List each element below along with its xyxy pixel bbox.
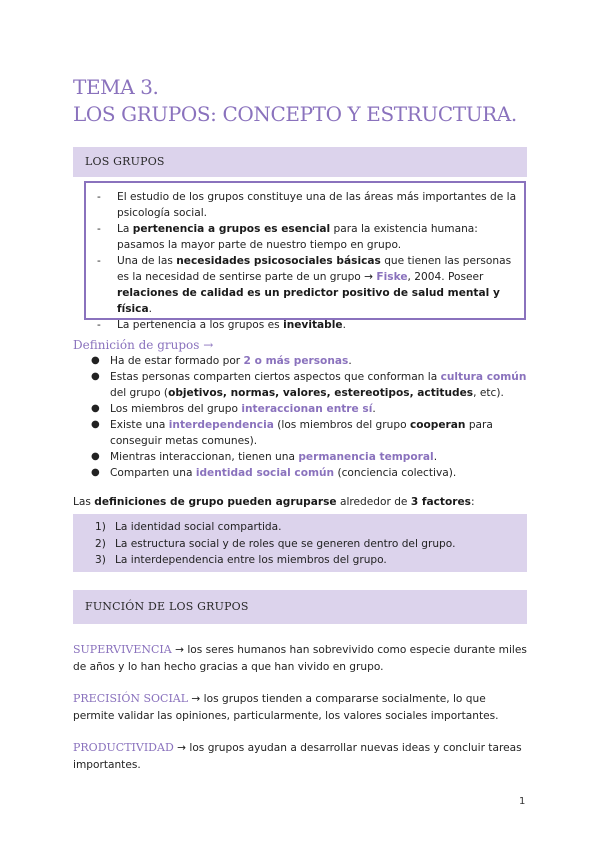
bold-text: objetivos, normas, valores, estereotipos, actitudes bbox=[168, 387, 474, 399]
list-number: 3) bbox=[95, 554, 106, 566]
bold-text: pertenencia a grupos es esencial bbox=[132, 223, 331, 235]
text-run: . bbox=[342, 319, 346, 331]
title-line-2: LOS GRUPOS: CONCEPTO Y ESTRUCTURA. bbox=[73, 102, 517, 126]
list-text: La identidad social compartida. bbox=[115, 521, 282, 533]
list-item bbox=[95, 552, 515, 569]
list-text: La estructura social y de roles que se generen dentro del grupo. bbox=[115, 537, 456, 550]
text-run: que tienen las personas es la necesidad de sentirse parte de un grupo → bbox=[117, 255, 512, 283]
bold-text: inevitable bbox=[283, 319, 343, 331]
text-run: La pertenencia a los grupos es bbox=[117, 319, 284, 331]
dash-marker: - bbox=[97, 319, 101, 331]
section-header-funcion bbox=[73, 590, 527, 624]
list-item bbox=[97, 317, 522, 333]
factors-band bbox=[73, 514, 527, 572]
bullet-icon: ● bbox=[91, 419, 100, 430]
list-number: 1) bbox=[95, 521, 106, 533]
text-run: . bbox=[433, 451, 438, 463]
paragraph-precision-social bbox=[73, 690, 528, 725]
text-run: (los miembros del grupo bbox=[273, 419, 410, 431]
text-run: Una de las bbox=[117, 255, 177, 267]
paragraph-text: → los grupos tienden a compararse socialmente, lo que permite validar las opiniones, particularmente, los valores sociales importantes. bbox=[73, 693, 499, 722]
list-item bbox=[90, 449, 530, 465]
page-number: 1 bbox=[519, 796, 526, 807]
bullet-icon: ● bbox=[91, 371, 100, 382]
text-run: , etc). bbox=[473, 387, 504, 399]
definition-heading: Definición de grupos → bbox=[73, 338, 214, 352]
list-item bbox=[97, 253, 522, 317]
bullet-icon: ● bbox=[91, 403, 100, 414]
paragraph-lead: SUPERVIVENCIA bbox=[73, 643, 172, 656]
section-header-label: LOS GRUPOS bbox=[85, 155, 165, 168]
text-run: El estudio de los grupos constituye una de las áreas más importantes de la psicología social. bbox=[117, 191, 517, 219]
bold-text: definiciones de grupo pueden agruparse bbox=[94, 496, 337, 508]
text-run: (conciencia colectiva). bbox=[334, 467, 457, 479]
highlight-text: identidad social común bbox=[195, 467, 335, 479]
text-run: , 2004. Poseer bbox=[407, 271, 484, 283]
section-header-los-grupos bbox=[73, 147, 527, 177]
document-title bbox=[73, 74, 553, 128]
list-item bbox=[95, 536, 515, 553]
list-number: 2) bbox=[95, 537, 106, 550]
dash-marker: - bbox=[97, 223, 101, 235]
highlight-text: 2 o más personas bbox=[243, 355, 349, 367]
list-item bbox=[95, 519, 515, 536]
dash-marker: - bbox=[97, 255, 101, 267]
text-run: La bbox=[117, 223, 133, 235]
paragraph-lead: PRODUCTIVIDAD bbox=[73, 741, 174, 754]
list-item bbox=[90, 417, 530, 449]
text-run: Estas personas comparten ciertos aspectos que conforman la bbox=[110, 371, 441, 383]
paragraph-productividad bbox=[73, 739, 528, 774]
factors-list bbox=[95, 519, 515, 569]
factors-intro bbox=[73, 496, 475, 508]
highlight-text: cultura común bbox=[440, 371, 527, 383]
section-header-label: FUNCIÓN DE LOS GRUPOS bbox=[85, 600, 249, 613]
text-run: . bbox=[348, 355, 352, 367]
list-item bbox=[90, 401, 530, 417]
bullet-icon: ● bbox=[91, 451, 100, 462]
text-run: alrededor de bbox=[336, 496, 411, 508]
list-item bbox=[97, 189, 522, 221]
text-run: del grupo ( bbox=[110, 387, 169, 399]
highlight-text: interdependencia bbox=[168, 419, 274, 431]
text-run: Ha de estar formado por bbox=[110, 355, 244, 367]
list-item bbox=[90, 369, 530, 401]
highlight-text: Fiske bbox=[376, 271, 408, 283]
text-run: Las bbox=[73, 496, 95, 508]
text-run: Los miembros del grupo bbox=[110, 403, 242, 415]
bold-text: necesidades psicosociales básicas bbox=[176, 255, 381, 267]
list-item bbox=[90, 353, 530, 369]
definition-list bbox=[90, 353, 530, 481]
intro-list bbox=[97, 189, 522, 333]
bullet-icon: ● bbox=[91, 467, 100, 478]
intro-box bbox=[84, 181, 526, 331]
bold-text: 3 factores bbox=[410, 496, 471, 508]
list-item bbox=[97, 221, 522, 253]
paragraph-text: → los seres humanos han sobrevivido como especie durante miles de años y lo han hecho gracias a que han vivido en grupo. bbox=[73, 644, 527, 673]
list-item bbox=[90, 465, 530, 481]
highlight-text: permanencia temporal bbox=[298, 451, 434, 463]
bullet-icon: ● bbox=[91, 355, 100, 366]
highlight-text: interaccionan entre sí bbox=[241, 403, 373, 415]
paragraph-lead: PRECISIÓN SOCIAL bbox=[73, 692, 189, 705]
text-run: . bbox=[148, 303, 152, 315]
text-run: para conseguir metas comunes). bbox=[110, 419, 493, 447]
paragraph-supervivencia bbox=[73, 641, 528, 676]
text-run: : bbox=[470, 496, 475, 508]
dash-marker: - bbox=[97, 191, 101, 203]
title-line-1: TEMA 3. bbox=[73, 75, 159, 99]
text-run: Mientras interaccionan, tienen una bbox=[110, 451, 299, 463]
bold-text: cooperan bbox=[409, 419, 466, 431]
text-run: Existe una bbox=[110, 419, 169, 431]
paragraph-text: → los grupos ayudan a desarrollar nuevas ideas y concluir tareas importantes. bbox=[73, 742, 522, 771]
bold-text: relaciones de calidad es un predictor positivo de salud mental y física bbox=[117, 287, 500, 315]
text-run: para la existencia humana: pasamos la mayor parte de nuestro tiempo en grupo. bbox=[117, 223, 478, 251]
text-run: . bbox=[372, 403, 376, 415]
text-run: Comparten una bbox=[110, 467, 196, 479]
list-text: La interdependencia entre los miembros del grupo. bbox=[115, 554, 387, 566]
